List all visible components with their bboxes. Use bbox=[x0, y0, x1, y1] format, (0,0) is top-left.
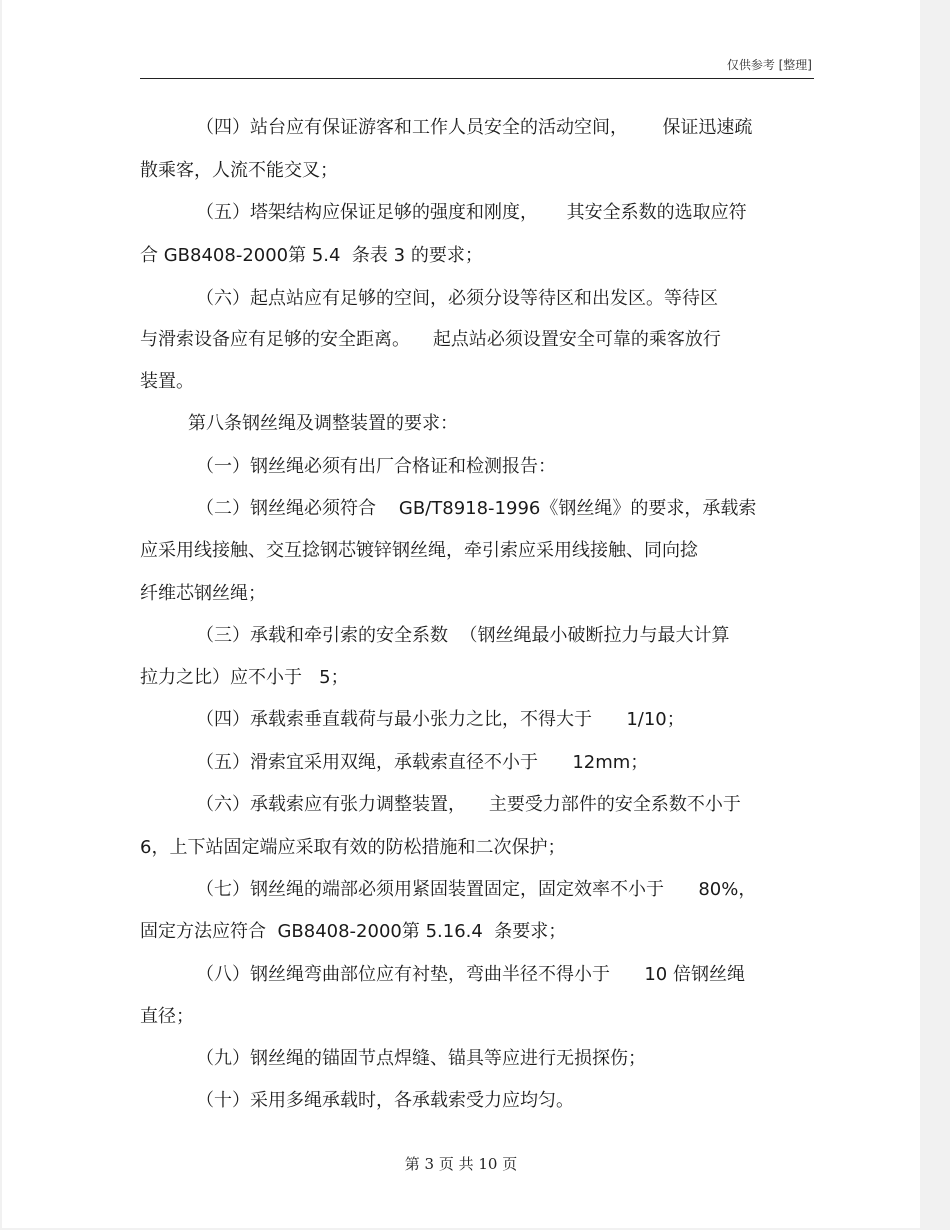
text-line: 合 GB8408-2000第 5.4 条表 3 的要求； bbox=[140, 245, 483, 266]
text-line: （一）钢丝绳必须有出厂合格证和检测报告： bbox=[196, 456, 556, 477]
text-line: 散乘客，人流不能交叉； bbox=[140, 160, 338, 181]
text-line: （六）承载索应有张力调整装置， 主要受力部件的安全系数不小于 bbox=[196, 794, 741, 815]
text-line: 拉力之比）应不小于 5； bbox=[140, 667, 349, 688]
text-line: （十）采用多绳承载时，各承载索受力应均匀。 bbox=[196, 1090, 574, 1111]
document-page bbox=[2, 0, 920, 1228]
text-line: （九）钢丝绳的锚固节点焊缝、锚具等应进行无损探伤； bbox=[196, 1048, 646, 1069]
header-note: 仅供参考 [整理] bbox=[726, 58, 812, 72]
footer-prefix: 第 bbox=[404, 1155, 420, 1173]
section-heading: 第八条钢丝绳及调整装置的要求： bbox=[188, 413, 458, 434]
page-number bbox=[2, 1153, 920, 1174]
page-header bbox=[140, 52, 814, 79]
text-line: 直径； bbox=[140, 1006, 194, 1027]
text-line: （五）塔架结构应保证足够的强度和刚度， 其安全系数的选取应符 bbox=[196, 202, 747, 223]
text-line: （四）承载索垂直载荷与最小张力之比，不得大于 1/10； bbox=[196, 709, 685, 730]
footer-suffix: 页 bbox=[502, 1155, 518, 1173]
text-line: （四）站台应有保证游客和工作人员安全的活动空间， 保证迅速疏 bbox=[196, 117, 753, 138]
text-line: （三）承载和牵引索的安全系数 （钢丝绳最小破断拉力与最大计算 bbox=[196, 625, 730, 646]
text-line: 固定方法应符合 GB8408-2000第 5.16.4 条要求； bbox=[140, 921, 567, 942]
text-line: 装置。 bbox=[140, 371, 194, 392]
current-page: 3 bbox=[424, 1155, 435, 1173]
text-line: 6，上下站固定端应采取有效的防松措施和二次保护； bbox=[140, 837, 566, 858]
text-line: （五）滑索宜采用双绳，承载索直径不小于 12mm； bbox=[196, 752, 649, 773]
text-line: （六）起点站应有足够的空间，必须分设等待区和出发区。等待区 bbox=[196, 288, 718, 309]
total-pages: 10 bbox=[478, 1155, 498, 1173]
text-line: （二）钢丝绳必须符合 GB/T8918-1996《钢丝绳》的要求，承载索 bbox=[196, 498, 757, 519]
text-line: 应采用线接触、交互捻钢芯镀锌钢丝绳，牵引索应采用线接触、同向捻 bbox=[140, 540, 698, 561]
text-line: 纤维芯钢丝绳； bbox=[140, 583, 266, 604]
text-line: （八）钢丝绳弯曲部位应有衬垫，弯曲半径不得小于 10 倍钢丝绳 bbox=[196, 964, 745, 985]
text-line: （七）钢丝绳的端部必须用紧固装置固定，固定效率不小于 80%， bbox=[196, 879, 757, 900]
text-line: 与滑索设备应有足够的安全距离。 起点站必须设置安全可靠的乘客放行 bbox=[140, 329, 721, 350]
footer-middle: 页 共 bbox=[438, 1155, 474, 1173]
